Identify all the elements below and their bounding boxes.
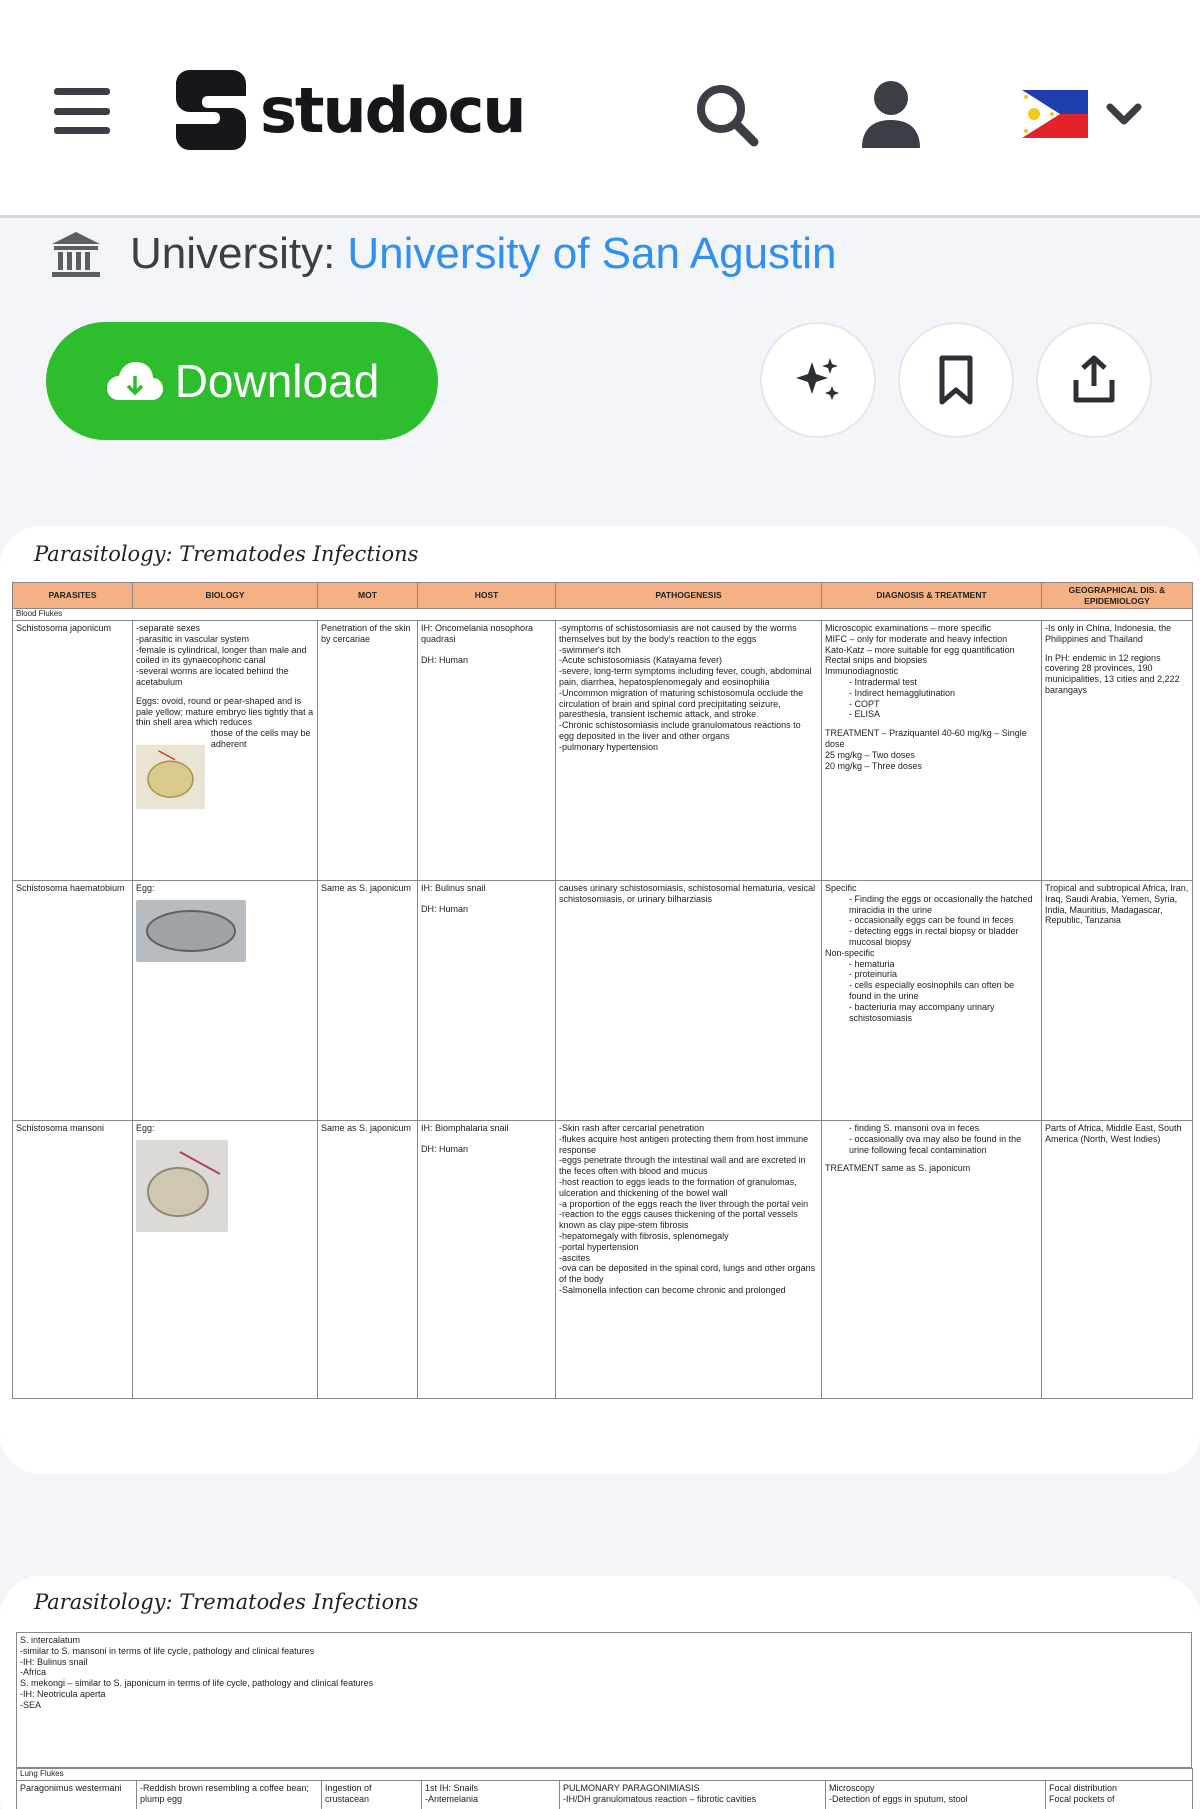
column-header: MOT bbox=[318, 583, 418, 609]
column-header: DIAGNOSIS & TREATMENT bbox=[822, 583, 1042, 609]
mot-cell: Same as S. japonicum bbox=[318, 881, 418, 1121]
biology-cell: -separate sexes -parasitic in vascular system -female is cylindrical, longer than male and coiled in its gynaecophoric canal -several worms are located behind the acetabulum Eggs: ovoid, round or pear-shaped and is pale yellow; mature embryo lies tightly that a thin shell area which reduces those of the cells may be adherent bbox=[133, 621, 318, 881]
brand-name: studocu bbox=[260, 73, 525, 147]
save-bookmark-button[interactable] bbox=[898, 322, 1014, 438]
ai-assistant-button[interactable] bbox=[760, 322, 876, 438]
table-row bbox=[13, 621, 1193, 881]
mot-cell: Penetration of the skin by cercariae bbox=[318, 621, 418, 881]
university-line bbox=[50, 226, 837, 282]
parasite-cell: Paragonimus westermani bbox=[17, 1781, 137, 1809]
document-page-1 bbox=[0, 526, 1200, 1474]
mot-cell: Same as S. japonicum bbox=[318, 1121, 418, 1399]
trematodes-table bbox=[12, 582, 1193, 1399]
biology-cell: Egg: bbox=[133, 1121, 318, 1399]
diagnosis-cell: Microscopy -Detection of eggs in sputum, stool bbox=[826, 1781, 1046, 1809]
chevron-down-icon bbox=[1104, 94, 1144, 134]
download-label: Download bbox=[174, 355, 380, 407]
page-title: Parasitology: Trematodes Infections bbox=[34, 1590, 419, 1614]
section-label: Lung Flukes bbox=[17, 1769, 1193, 1781]
share-button[interactable] bbox=[1036, 322, 1152, 438]
geo-cell: Parts of Africa, Middle East, South America (North, West Indies) bbox=[1042, 1121, 1193, 1399]
egg-image-haematobium bbox=[136, 900, 246, 962]
column-header: HOST bbox=[418, 583, 556, 609]
bookmark-icon bbox=[930, 354, 982, 406]
university-link[interactable]: University of San Agustin bbox=[347, 229, 837, 278]
pathogenesis-cell: -symptoms of schistosomiasis are not caused by the worms themselves but by the body's reaction to the eggs -swimmer's itch -Acute schistosomiasis (Katayama fever) -severe, long-term symptoms including fever, cough, abdominal pain, diarrhea, hepatosplenomegaly and eosinophilia -Uncommon migration of maturing schistosomula occlude the circulation of brain and spinal cord precipitating seizure, paresthesia, transient ischemic attack, and stroke -Chronic schistosomiasis include granulomatous reactions to egg deposited in the liver and other organs -pulmonary hypertension bbox=[556, 621, 822, 881]
geo-cell: Focal distribution Focal pockets of bbox=[1046, 1781, 1193, 1809]
notes-box: S. intercalatum -similar to S. mansoni in terms of life cycle, pathology and clinical features -IH: Bulinus snail -Africa S. mekongi – similar to S. japonicum in terms of life cycle, pathology and clinical features -IH: Neotricula aperta -SEA bbox=[16, 1632, 1192, 1768]
section-row bbox=[17, 1769, 1193, 1781]
university-label: University: bbox=[130, 229, 336, 278]
geo-cell: Tropical and subtropical Africa, Iran, Iraq, Saudi Arabia, Yemen, Syria, India, Mauritius, Madagascar, Republic, Tanzania bbox=[1042, 881, 1193, 1121]
egg-image-mansoni bbox=[136, 1140, 228, 1232]
studocu-logo-icon bbox=[160, 62, 256, 158]
parasite-cell: Schistosoma haematobium bbox=[13, 881, 133, 1121]
pathogenesis-cell: PULMONARY PARAGONIMIASIS -IH/DH granulomatous reaction – fibrotic cavities bbox=[560, 1781, 826, 1809]
host-cell: IH: Bulinus snail DH: Human bbox=[418, 881, 556, 1121]
lung-flukes-table bbox=[16, 1768, 1193, 1809]
document-page-2 bbox=[0, 1576, 1200, 1809]
brand-logo[interactable] bbox=[160, 62, 525, 158]
biology-cell: -Reddish brown resembling a coffee bean; plump egg bbox=[137, 1781, 322, 1809]
university-building-icon bbox=[50, 230, 102, 278]
column-header: GEOGRAPHICAL DIS. & EPIDEMIOLOGY bbox=[1042, 583, 1193, 609]
column-header: PATHOGENESIS bbox=[556, 583, 822, 609]
geo-cell: -Is only in China, Indonesia, the Philippines and Thailand In PH: endemic in 12 regions covering 28 provinces, 190 municipalities, 13 cities and 2,222 barangays bbox=[1042, 621, 1193, 881]
sparkle-icon bbox=[792, 354, 844, 406]
language-selector[interactable] bbox=[1022, 86, 1156, 142]
diagnosis-cell: Specific - Finding the eggs or occasionally the hatched miracidia in the urine - occasionally eggs can be found in feces - detecting eggs in rectal biopsy or bladder mucosal biopsy Non-specific - hematuria - proteinuria - cells especially eosinophils can often be found in the urine - bacteriuria may accompany urinary schistosomiasis bbox=[822, 881, 1042, 1121]
cloud-download-icon bbox=[105, 358, 165, 404]
host-cell: 1st IH: Snails -Antemelania bbox=[422, 1781, 560, 1809]
biology-cell: Egg: bbox=[133, 881, 318, 1121]
pathogenesis-cell: -Skin rash after cercarial penetration -flukes acquire host antigen protecting them from host immune response -eggs penetrate through the intestinal wall and are excreted in the feces often with blood and mucus -host reaction to eggs leads to the formation of granulomas, ulceration and thickening of the bowel wall -a proportion of the eggs reach the liver through the portal vein -reaction to the eggs causes thickening of the portal vessels known as clay pipe-stem fibrosis -hepatomegaly with fibrosis, splenomegaly -portal hypertension -ascites -ova can be deposited in the spinal cord, lungs and other organs of the body -Salmonella infection can become chronic and prolonged bbox=[556, 1121, 822, 1399]
search-icon[interactable] bbox=[692, 80, 762, 150]
download-button[interactable] bbox=[46, 322, 438, 440]
pathogenesis-cell: causes urinary schistosomiasis, schistosomal hematuria, vesical schistosomiasis, or urinary bilharziasis bbox=[556, 881, 822, 1121]
diagnosis-cell: Microscopic examinations – more specific MIFC – only for moderate and heavy infection Kato-Katz – more suitable for egg quantification Rectal snips and biopsies Immunodiagnostic - Intradermal test - Indirect hemagglutination - COPT - ELISA TREATMENT – Praziquantel 40-60 mg/kg – Single dose 25 mg/kg – Two doses 20 mg/kg – Three doses bbox=[822, 621, 1042, 881]
host-cell: IH: Oncomelania nosophora quadrasi DH: Human bbox=[418, 621, 556, 881]
user-icon[interactable] bbox=[858, 78, 924, 150]
share-icon bbox=[1068, 354, 1120, 406]
column-header: BIOLOGY bbox=[133, 583, 318, 609]
section-row bbox=[13, 609, 1193, 621]
philippines-flag-icon bbox=[1022, 90, 1088, 138]
table-row bbox=[17, 1781, 1193, 1809]
page-title: Parasitology: Trematodes Infections bbox=[34, 542, 419, 566]
host-cell: IH: Biomphalaria snail DH: Human bbox=[418, 1121, 556, 1399]
diagnosis-cell: - finding S. mansoni ova in feces - occasionally ova may also be found in the urine following fecal contamination TREATMENT same as S. japonicum bbox=[822, 1121, 1042, 1399]
parasite-cell: Schistosoma japonicum bbox=[13, 621, 133, 881]
table-header-row bbox=[13, 583, 1193, 609]
table-row bbox=[13, 881, 1193, 1121]
mot-cell: Ingestion of crustacean bbox=[322, 1781, 422, 1809]
column-header: PARASITES bbox=[13, 583, 133, 609]
top-header bbox=[0, 0, 1200, 218]
parasite-cell: Schistosoma mansoni bbox=[13, 1121, 133, 1399]
section-label: Blood Flukes bbox=[13, 609, 1193, 621]
table-row bbox=[13, 1121, 1193, 1399]
hamburger-menu-icon[interactable] bbox=[54, 88, 110, 134]
egg-image-japonicum bbox=[136, 734, 205, 820]
